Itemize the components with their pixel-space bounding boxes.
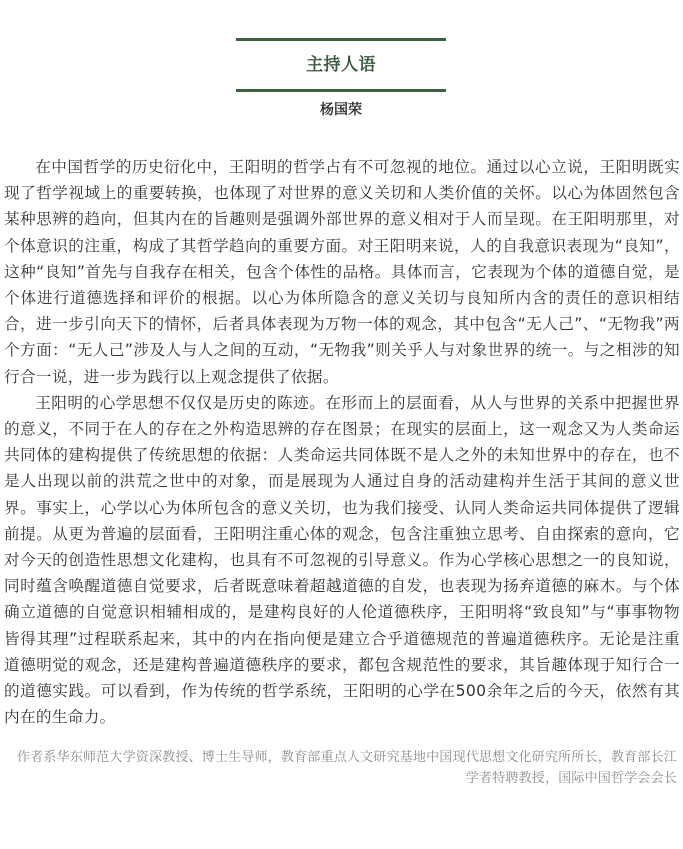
article-paragraph: 王阳明的心学思想不仅仅是历史的陈迹。在形而上的层面看，从人与世界的关系中把握世界的意义，不同于在人的存在之外构造思辨的存在图景；在现实的层面上，这一观念又为人类命运共同体的建构提供了传统思想的依据：人类命运共同体既不是人之外的未知世界中的存在，也不是人出现以前的洪荒之世中的对象，而是展现为人通过自身的活动建构并生活于其间的意义世界。事实上，心学以心为体所包含的意义关切，也为我们接受、认同人类命运共同体提供了逻辑前提。从更为普遍的层面看，王阳明注重心体的观念，包含注重独立思考、自由探索的意向，它对今天的创造性思想文化建构，也具有不可忽视的引导意义。作为心学核心思想之一的良知说，同时蕴含唤醒道德自觉要求，后者既意味着超越道德的自发，也表现为扬弃道德的麻木。与个体确立道德的自觉意识相辅相成的，是建构良好的人伦道德秩序，王阳明将“致良知”与“事事物物皆得其理”过程联系起来，其中的内在指向便是建立合乎道德规范的普遍道德秩序。无论是注重道德明觉的观念，还是建构普遍道德秩序的要求，都包含规范性的要求，其旨趣体现于知行合一的道德实践。可以看到，作为传统的哲学系统，王阳明的心学在500余年之后的今天，依然有其内在的生命力。 — [4, 393, 680, 727]
article-paragraph: 在中国哲学的历史衍化中，王阳明的哲学占有不可忽视的地位。通过以心立说，王阳明既实现了哲学视域上的重要转换，也体现了对世界的意义关切和人类价值的关怀。以心为体固然包含某种思辨的趋向，但其内在的旨趣则是强调外部世界的意义相对于人而呈现。在王阳明那里，对个体意识的注重，构成了其哲学趋向的重要方面。对王阳明来说，人的自我意识表现为“良知”，这种“良知”首先与自我存在相关，包含个体性的品格。具体而言，它表现为个体的道德自觉，是个体进行道德选择和评价的根据。以心为体所隐含的意义关切与良知所内含的责任的意识相结合，进一步引向天下的情怀，后者具体表现为万物一体的观念，其中包含“无人己”、“无物我”两个方面：“无人己”涉及人与人之间的互动，“无物我”则关乎人与对象世界的统一。与之相涉的知行合一说，进一步为践行以上观念提供了依据。 — [4, 158, 680, 386]
column-header — [236, 38, 446, 92]
author-name: 杨国荣 — [320, 102, 362, 118]
bottom-divider — [236, 89, 446, 92]
author-bio: 作者系华东师范大学资深教授、博士生导师，教育部重点人文研究基地中国现代思想文化研究所所长，教育部长江学者特聘教授，国际中国哲学会会长 — [16, 750, 677, 786]
article-body — [4, 154, 680, 730]
column-title: 主持人语 — [306, 55, 376, 75]
